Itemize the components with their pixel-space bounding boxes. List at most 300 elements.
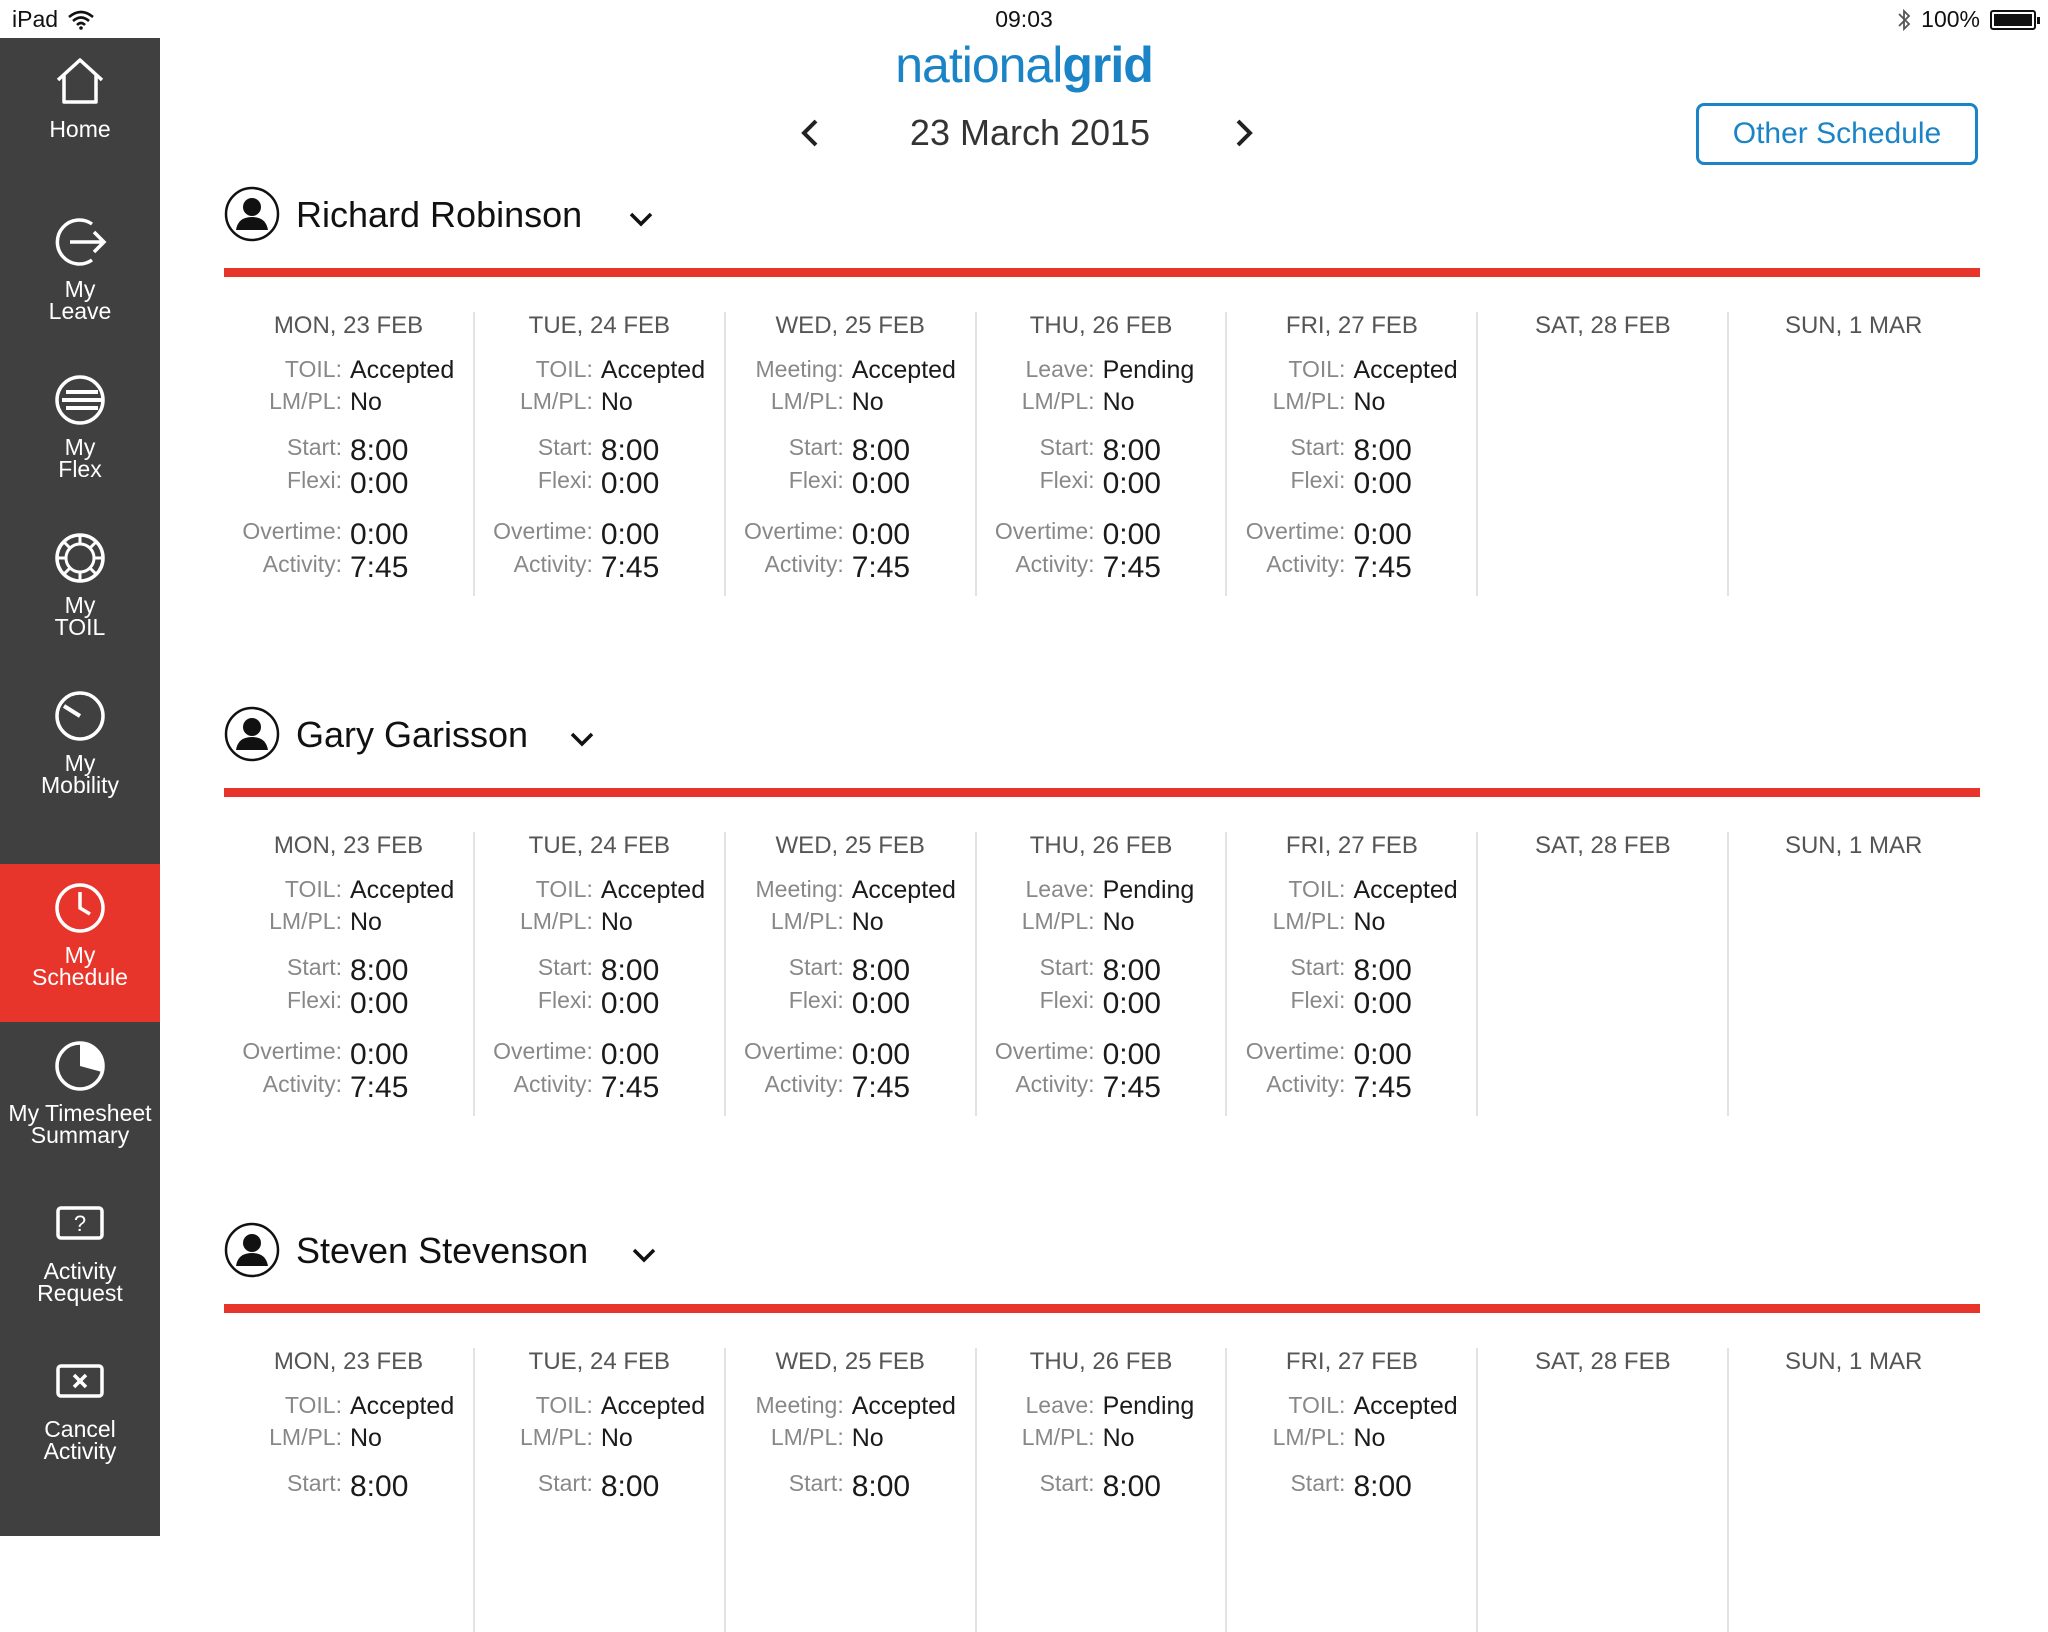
field-label: Overtime: [493,1038,593,1064]
field-label: Start: [788,954,844,980]
day-row-start [1227,1470,1476,1504]
day-row-type-value [475,356,724,385]
date-navigator [780,108,1280,158]
day-row-type-value [224,1392,473,1421]
field-value: 0:00 [600,1038,660,1071]
day-row-lmpl-value [224,388,473,417]
day-column[interactable] [224,1348,475,1632]
nav-home[interactable] [0,38,160,196]
field-value: 0:00 [600,987,660,1020]
field-value: Accepted [600,1392,706,1420]
field-value: 7:45 [1102,1071,1161,1104]
day-row-flexi [977,987,1226,1021]
day-row-overtime [1227,1038,1476,1072]
day-row-start [726,1470,975,1504]
day-row-type-value [726,356,975,385]
person-name[interactable]: Gary Garisson [296,714,529,755]
field-value: 0:00 [350,987,409,1020]
field-value: No [851,1424,884,1452]
day-row-lmpl-value [475,388,724,417]
day-heading: MON, 23 FEB [273,832,424,859]
day-column[interactable] [1227,832,1478,1116]
day-heading: WED, 25 FEB [775,312,925,339]
nav-my-schedule[interactable] [0,864,160,1022]
field-label: Start: [1039,1470,1095,1496]
day-row-activity [977,1071,1226,1105]
field-label: LM/PL: [770,1424,844,1450]
field-label: Overtime: [493,518,593,544]
field-label: Activity: [513,551,593,577]
person-name[interactable]: Richard Robinson [296,194,583,235]
day-heading: THU, 26 FEB [1029,832,1173,859]
person-section [224,706,1980,1104]
day-heading: THU, 26 FEB [1029,1348,1173,1375]
field-value: No [1353,908,1386,936]
field-label: LM/PL: [269,908,342,934]
day-column[interactable] [1478,312,1729,596]
nav-activity-request-label: Activity Request [37,1258,123,1306]
field-label: Overtime: [1245,518,1346,544]
field-value: 0:00 [1353,1038,1412,1071]
field-label: Meeting: [755,1392,844,1418]
field-label: Leave: [1025,356,1095,382]
field-value: 0:00 [851,467,911,500]
field-label: LM/PL: [519,1424,593,1450]
day-row-start [726,434,975,468]
field-label: LM/PL: [1021,908,1095,934]
day-heading: MON, 23 FEB [273,312,424,339]
sidebar [0,38,160,1536]
day-row-activity [1227,1071,1476,1105]
day-column[interactable] [1227,312,1478,596]
day-row-type-value [475,876,724,905]
device-name: iPad [12,6,59,32]
clock-time: 09:03 [995,6,1053,32]
day-column[interactable] [1227,1348,1478,1632]
field-label: TOIL: [535,876,593,902]
logo-bold-text: grid [1062,37,1153,93]
day-column[interactable] [1729,1348,1980,1632]
week-days-row [224,312,1980,596]
field-label: TOIL: [535,356,593,382]
day-heading: FRI, 27 FEB [1285,1348,1418,1375]
day-column[interactable] [977,1348,1228,1632]
field-label: Overtime: [994,518,1095,544]
field-label: Flexi: [1039,467,1095,493]
field-label: Activity: [513,1071,593,1097]
question-box-icon [48,1192,112,1256]
leave-arrow-icon [48,210,112,274]
day-row-overtime [224,518,473,552]
field-label: Flexi: [1290,987,1346,1013]
field-value: 0:00 [1353,467,1412,500]
field-label: Activity: [1266,1071,1346,1097]
field-label: Flexi: [788,467,844,493]
field-value: 0:00 [851,518,911,551]
cancel-box-icon [48,1350,112,1414]
field-label: Overtime: [744,1038,844,1064]
field-label: LM/PL: [1272,1424,1346,1450]
pie-icon [48,1034,112,1098]
field-value: 7:45 [600,551,660,584]
day-row-flexi [475,467,724,501]
field-value: Accepted [600,356,706,384]
field-label: Flexi: [287,987,342,1013]
day-row-type-value [977,1392,1226,1421]
nav-my-timesheet-summary-label: My Timesheet Summary [8,1100,152,1148]
nav-my-schedule-label: My Schedule [32,942,128,990]
field-value: 8:00 [350,434,409,467]
day-heading: SUN, 1 MAR [1784,832,1923,859]
field-label: Leave: [1025,1392,1095,1418]
field-value: 8:00 [600,434,660,467]
field-value: 0:00 [350,518,409,551]
day-row-start [977,954,1226,988]
nav-activity-request[interactable] [0,1180,160,1338]
field-label: LM/PL: [770,908,844,934]
day-row-activity [224,551,473,585]
day-row-flexi [977,467,1226,501]
field-label: Flexi: [788,987,844,1013]
nav-my-leave-label: My Leave [48,276,112,324]
field-value: No [350,908,382,936]
previous-date-chevron-icon[interactable] [794,116,828,150]
user-avatar-icon [224,186,280,242]
field-value: 0:00 [1353,518,1412,551]
field-value: 8:00 [1102,434,1161,467]
field-label: Start: [1039,954,1095,980]
field-label: Start: [1290,954,1346,980]
field-label: Meeting: [755,876,844,902]
day-row-type-value [224,876,473,905]
day-row-type-value [977,356,1226,385]
day-column[interactable] [977,832,1228,1116]
field-label: Start: [1290,1470,1346,1496]
field-value: No [851,908,884,936]
day-row-lmpl-value [726,908,975,937]
field-label: Overtime: [242,1038,342,1064]
field-value: 0:00 [350,467,409,500]
field-value: No [1102,908,1135,936]
field-value: No [1102,388,1135,416]
day-row-overtime [1227,518,1476,552]
week-days-row [224,832,1980,1116]
field-value: Pending [1102,356,1195,384]
day-column[interactable] [475,312,726,596]
mobility-icon [48,684,112,748]
field-value: Accepted [600,876,706,904]
field-value: 0:00 [1102,1038,1161,1071]
day-row-activity [726,1071,975,1105]
field-label: Start: [287,1470,342,1496]
field-label: Flexi: [537,987,593,1013]
field-label: Start: [537,434,593,460]
day-row-lmpl-value [977,908,1226,937]
day-heading: FRI, 27 FEB [1285,832,1418,859]
field-value: 7:45 [851,1071,911,1104]
day-row-start [726,954,975,988]
field-value: 8:00 [350,954,409,987]
field-value: 8:00 [600,1470,660,1503]
day-row-activity [475,551,724,585]
field-value: 8:00 [851,954,911,987]
day-heading: SAT, 28 FEB [1534,1348,1671,1375]
field-value: 7:45 [350,1071,409,1104]
field-value: No [600,1424,633,1452]
day-heading: MON, 23 FEB [273,1348,424,1375]
person-name[interactable]: Steven Stevenson [296,1230,589,1271]
day-column[interactable] [224,832,475,1116]
day-column[interactable] [1729,832,1980,1116]
field-value: Accepted [851,1392,956,1420]
day-row-flexi [1227,467,1476,501]
nav-my-flex-label: My Flex [58,434,102,482]
field-label: Flexi: [287,467,342,493]
nav-home-label: Home [49,116,111,142]
nav-my-toil[interactable] [0,514,160,672]
day-heading: TUE, 24 FEB [528,1348,671,1375]
day-row-type-value [1227,356,1476,385]
next-date-chevron-icon[interactable] [1226,116,1260,150]
field-value: 8:00 [350,1470,409,1503]
other-schedule-button[interactable]: Other Schedule [1696,103,1978,165]
field-value: 0:00 [1102,987,1161,1020]
day-row-overtime [475,518,724,552]
day-heading: SAT, 28 FEB [1534,832,1671,859]
field-label: Flexi: [537,467,593,493]
field-label: Flexi: [1039,987,1095,1013]
field-label: Overtime: [242,518,342,544]
field-label: Activity: [764,551,844,577]
section-divider [224,1304,1980,1313]
day-row-start [977,434,1226,468]
day-heading: WED, 25 FEB [775,1348,925,1375]
day-column[interactable] [475,832,726,1116]
field-label: Activity: [262,551,342,577]
field-value: 0:00 [1102,467,1161,500]
field-label: Start: [537,954,593,980]
person-header [224,1222,1980,1284]
field-label: TOIL: [284,1392,342,1418]
day-row-start [1227,954,1476,988]
user-avatar-icon [224,1222,280,1278]
field-value: 8:00 [851,1470,911,1503]
field-value: No [600,388,633,416]
day-row-start [224,954,473,988]
day-row-lmpl-value [977,1424,1226,1453]
day-row-type-value [1227,876,1476,905]
field-value: Accepted [1353,1392,1458,1420]
field-label: LM/PL: [269,1424,342,1450]
day-row-lmpl-value [224,908,473,937]
field-value: 0:00 [600,518,660,551]
field-label: TOIL: [1288,1392,1346,1418]
day-row-start [475,954,724,988]
day-row-overtime [977,518,1226,552]
day-row-flexi [224,987,473,1021]
field-value: 8:00 [851,434,911,467]
field-value: 0:00 [1102,518,1161,551]
field-label: LM/PL: [1272,908,1346,934]
day-row-lmpl-value [977,388,1226,417]
day-row-flexi [726,987,975,1021]
field-label: LM/PL: [269,388,342,414]
field-value: 0:00 [851,987,911,1020]
day-row-activity [1227,551,1476,585]
person-section [224,186,1980,584]
field-value: 7:45 [1353,551,1412,584]
nav-my-mobility-label: My Mobility [41,750,119,798]
field-value: No [350,388,382,416]
field-label: LM/PL: [1021,388,1095,414]
day-row-lmpl-value [1227,1424,1476,1453]
day-row-type-value [726,876,975,905]
field-value: Pending [1102,876,1195,904]
field-value: 8:00 [600,954,660,987]
day-row-flexi [1227,987,1476,1021]
day-column[interactable] [1478,1348,1729,1632]
day-row-activity [726,551,975,585]
field-label: Leave: [1025,876,1095,902]
clock-icon [48,876,112,940]
field-label: Activity: [764,1071,844,1097]
field-label: LM/PL: [519,908,593,934]
day-column[interactable] [977,312,1228,596]
field-value: 8:00 [1102,954,1161,987]
day-row-start [475,1470,724,1504]
day-row-overtime [977,1038,1226,1072]
field-label: TOIL: [1288,356,1346,382]
field-label: TOIL: [284,876,342,902]
field-label: Activity: [1266,551,1346,577]
day-row-lmpl-value [224,1424,473,1453]
field-label: Activity: [1015,1071,1095,1097]
field-label: Activity: [1015,551,1095,577]
day-row-flexi [224,467,473,501]
nav-my-leave[interactable] [0,198,160,356]
day-row-type-value [1227,1392,1476,1421]
day-heading: SAT, 28 FEB [1534,312,1671,339]
day-row-lmpl-value [1227,908,1476,937]
day-row-overtime [224,1038,473,1072]
day-row-flexi [726,467,975,501]
day-row-activity [224,1071,473,1105]
field-value: No [1102,1424,1135,1452]
field-label: Start: [287,434,342,460]
day-row-flexi [475,987,724,1021]
field-value: 7:45 [851,551,911,584]
nav-my-timesheet-summary[interactable] [0,1022,160,1180]
field-label: Start: [1039,434,1095,460]
field-value: Accepted [851,876,956,904]
field-value: 7:45 [1102,551,1161,584]
day-row-start [977,1470,1226,1504]
expand-chevron-down-icon[interactable] [567,724,597,754]
day-heading: TUE, 24 FEB [528,832,671,859]
field-value: 7:45 [1353,1071,1412,1104]
nav-my-flex[interactable] [0,356,160,514]
svg-text:?: ? [73,1211,87,1236]
day-row-lmpl-value [475,908,724,937]
day-row-lmpl-value [726,1424,975,1453]
expand-chevron-down-icon[interactable] [626,204,656,234]
day-column[interactable] [1478,832,1729,1116]
field-value: 7:45 [600,1071,660,1104]
day-row-type-value [224,356,473,385]
day-heading: SUN, 1 MAR [1784,312,1923,339]
bluetooth-icon [1897,8,1911,32]
day-heading: FRI, 27 FEB [1285,312,1418,339]
field-value: 0:00 [1353,987,1412,1020]
field-value: Accepted [350,876,455,904]
field-value: No [600,908,633,936]
field-value: No [1353,1424,1386,1452]
day-column[interactable] [1729,312,1980,596]
field-label: Overtime: [1245,1038,1346,1064]
nav-my-toil-label: My TOIL [54,592,106,640]
field-label: Activity: [262,1071,342,1097]
field-label: LM/PL: [770,388,844,414]
flex-icon [48,368,112,432]
day-row-activity [977,551,1226,585]
day-column[interactable] [726,312,977,596]
section-divider [224,268,1980,277]
current-date: 23 March 2015 [909,112,1151,153]
logo-light-text: national [895,37,1063,93]
day-column[interactable] [475,1348,726,1632]
battery-icon [1990,10,2036,30]
nav-cancel-activity-label: Cancel Activity [43,1416,117,1464]
field-value: 8:00 [1353,954,1412,987]
field-value: Pending [1102,1392,1195,1420]
field-label: LM/PL: [1021,1424,1095,1450]
field-value: Accepted [1353,876,1458,904]
day-heading: THU, 26 FEB [1029,312,1173,339]
field-value: Accepted [350,356,455,384]
day-column[interactable] [726,832,977,1116]
person-header [224,706,1980,768]
nav-my-mobility[interactable] [0,672,160,830]
day-heading: WED, 25 FEB [775,832,925,859]
day-row-type-value [475,1392,724,1421]
battery-percent: 100% [1921,6,1980,32]
field-label: Start: [788,1470,844,1496]
field-label: Overtime: [994,1038,1095,1064]
day-column[interactable] [224,312,475,596]
nav-cancel-activity[interactable] [0,1338,160,1496]
field-value: 0:00 [851,1038,911,1071]
day-row-lmpl-value [726,388,975,417]
field-value: 8:00 [1353,434,1412,467]
field-value: 8:00 [1353,1470,1412,1503]
day-column[interactable] [726,1348,977,1632]
day-row-lmpl-value [1227,388,1476,417]
section-divider [224,788,1980,797]
day-row-start [224,1470,473,1504]
day-row-start [224,434,473,468]
day-heading: SUN, 1 MAR [1784,1348,1923,1375]
expand-chevron-down-icon[interactable] [629,1240,659,1270]
day-row-activity [475,1071,724,1105]
field-label: Overtime: [744,518,844,544]
field-label: Flexi: [1290,467,1346,493]
status-bar [0,0,2048,38]
field-label: TOIL: [284,356,342,382]
day-row-start [1227,434,1476,468]
field-value: Accepted [851,356,956,384]
field-value: Accepted [350,1392,455,1420]
field-label: Start: [788,434,844,460]
